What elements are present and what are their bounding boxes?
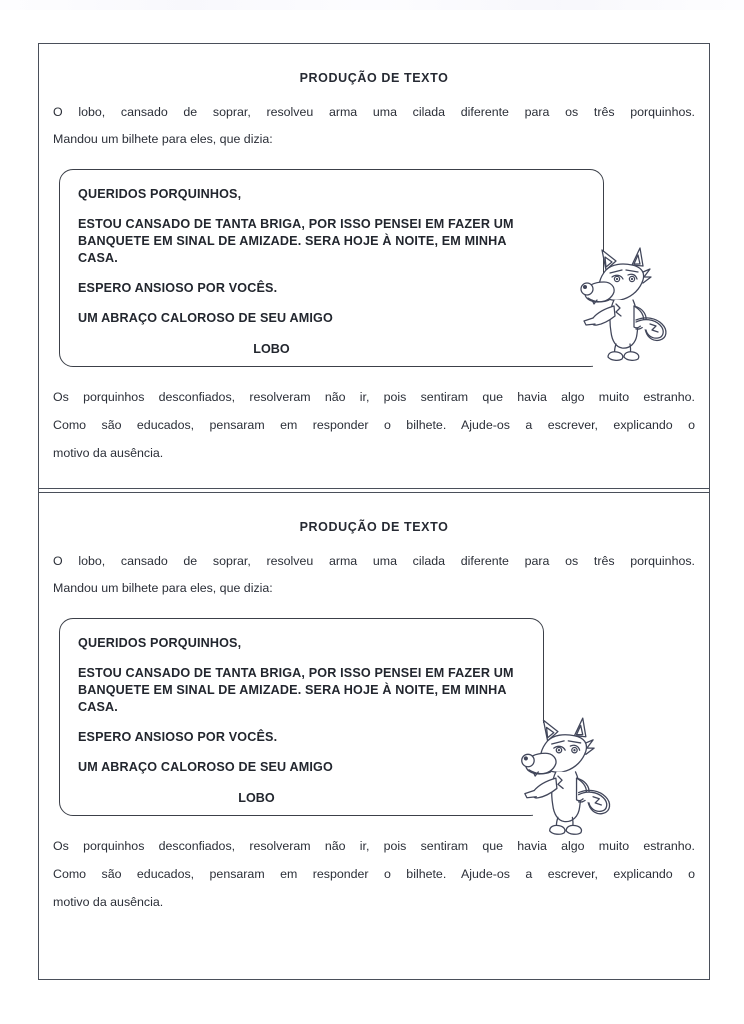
closing-line: Os porquinhos desconfiados, resolveram não ir, pois sentiram que havia algo muito estranho. — [53, 839, 695, 853]
closing-paragraph — [39, 383, 709, 467]
letter-body — [78, 665, 525, 716]
letter-signature: LOBO — [238, 791, 275, 805]
border-gap-mask — [593, 278, 607, 370]
letter-signature: LOBO — [253, 342, 290, 356]
letter-body-line: CASA. — [78, 251, 118, 265]
letter-closing-second: UM ABRAÇO CALOROSO DE SEU AMIGO — [78, 760, 333, 774]
border-gap-mask — [533, 723, 547, 819]
intro-paragraph — [39, 99, 709, 153]
page-title: PRODUÇÃO DE TEXTO — [299, 520, 449, 534]
worksheet-section-2 — [39, 493, 709, 983]
letter-closing-first: ESPERO ANSIOSO POR VOCÊS. — [78, 281, 278, 295]
closing-line: Os porquinhos desconfiados, resolveram não ir, pois sentiram que havia algo muito estranho. — [53, 390, 695, 404]
page-title: PRODUÇÃO DE TEXTO — [299, 71, 449, 85]
answer-writing-space — [39, 916, 709, 956]
letter-body-line: BANQUETE EM SINAL DE AMIZADE. SERA HOJE À NOITE, EM MINHA — [78, 234, 507, 248]
letter-box — [59, 169, 604, 367]
intro-line: Mandou um bilhete para eles, que dizia: — [53, 581, 273, 595]
letter-body-line: CASA. — [78, 700, 118, 714]
worksheet-page-frame — [38, 43, 710, 980]
letter-area — [39, 618, 709, 816]
closing-line: Como são educados, pensaram em responder o bilhete. Ajude-os a escrever, explicando o — [53, 418, 695, 432]
closing-line: motivo da ausência. — [53, 895, 164, 909]
intro-line: O lobo, cansado de soprar, resolveu arma uma cilada diferente para os três porquinhos. — [53, 105, 695, 119]
closing-paragraph — [39, 832, 709, 916]
letter-body-line: ESTOU CANSADO DE TANTA BRIGA, POR ISSO PENSEI EM FAZER UM — [78, 217, 514, 231]
letter-body-line: BANQUETE EM SINAL DE AMIZADE. SERA HOJE À NOITE, EM MINHA — [78, 683, 507, 697]
intro-line: Mandou um bilhete para eles, que dizia: — [53, 132, 273, 146]
scan-artifact-strip — [0, 0, 744, 10]
letter-body — [78, 216, 585, 267]
intro-paragraph — [39, 548, 709, 602]
letter-box — [59, 618, 544, 816]
letter-closing-first: ESPERO ANSIOSO POR VOCÊS. — [78, 730, 278, 744]
letter-body-line: ESTOU CANSADO DE TANTA BRIGA, POR ISSO PENSEI EM FAZER UM — [78, 666, 514, 680]
worksheet-section-1 — [39, 44, 709, 488]
letter-greeting: QUERIDOS PORQUINHOS, — [78, 187, 242, 201]
letter-closing-second: UM ABRAÇO CALOROSO DE SEU AMIGO — [78, 311, 333, 325]
letter-greeting: QUERIDOS PORQUINHOS, — [78, 636, 242, 650]
intro-line: O lobo, cansado de soprar, resolveu arma uma cilada diferente para os três porquinhos. — [53, 554, 695, 568]
closing-line: Como são educados, pensaram em responder o bilhete. Ajude-os a escrever, explicando o — [53, 867, 695, 881]
letter-area — [39, 169, 709, 367]
closing-line: motivo da ausência. — [53, 446, 164, 460]
